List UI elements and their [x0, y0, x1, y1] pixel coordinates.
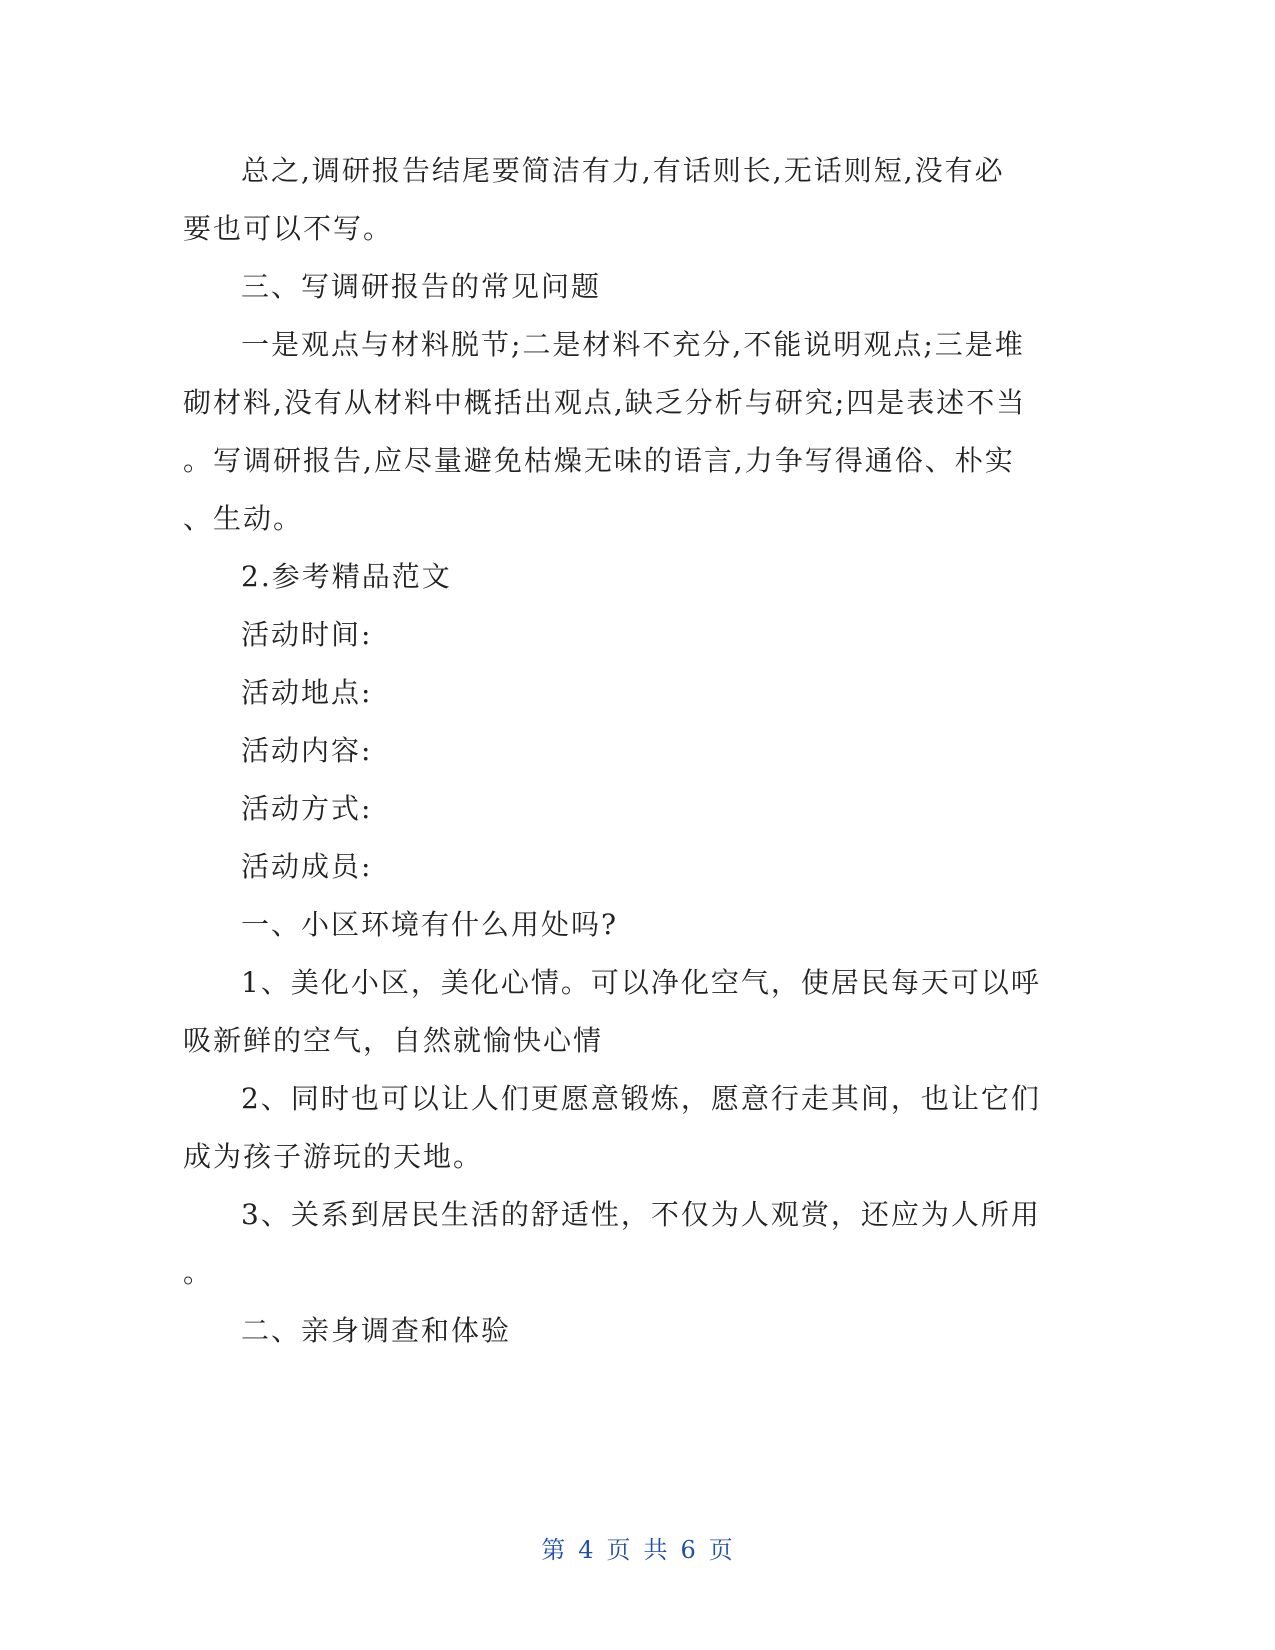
- document-body: [183, 142, 1073, 1360]
- section-heading: 二、亲身调查和体验: [241, 1314, 512, 1347]
- paragraph-line: 。写调研报告,应尽量避免枯燥无味的语言,力争写得通俗、朴实: [183, 444, 1015, 477]
- paragraph-line: 1、美化小区，美化心情。可以净化空气，使居民每天可以呼: [241, 966, 1041, 999]
- paragraph-line: 要也可以不写。: [183, 212, 394, 245]
- paragraph-line: 总之,调研报告结尾要简洁有力,有话则长,无话则短,没有必: [241, 154, 1005, 187]
- section-heading: 2.参考精品范文: [241, 560, 452, 593]
- paragraph-line: 、生动。: [183, 502, 304, 535]
- section-heading: 一、小区环境有什么用处吗?: [241, 908, 619, 941]
- footer-current-page: 4: [578, 1536, 595, 1564]
- footer-prefix: 第: [541, 1536, 567, 1564]
- footer-total-pages: 6: [680, 1536, 697, 1564]
- field-activity-time: 活动时间:: [241, 618, 373, 651]
- paragraph-line: 3、关系到居民生活的舒适性，不仅为人观赏，还应为人所用: [241, 1198, 1041, 1231]
- footer-suffix: 页: [708, 1536, 734, 1564]
- paragraph-line: 砌材料,没有从材料中概括出观点,缺乏分析与研究;四是表述不当: [183, 386, 1027, 419]
- field-activity-method: 活动方式:: [241, 792, 373, 825]
- field-activity-members: 活动成员:: [241, 850, 373, 883]
- field-activity-location: 活动地点:: [241, 676, 373, 709]
- section-heading: 三、写调研报告的常见问题: [241, 270, 602, 303]
- paragraph-line: 吸新鲜的空气，自然就愉快心情: [183, 1024, 604, 1057]
- paragraph-line: 一是观点与材料脱节;二是材料不充分,不能说明观点;三是堆: [241, 328, 1025, 361]
- footer-total-prefix: 共: [643, 1536, 669, 1564]
- paragraph-line: 成为孩子游玩的天地。: [183, 1140, 484, 1173]
- footer-page-word: 页: [606, 1536, 632, 1564]
- paragraph-line: 2、同时也可以让人们更愿意锻炼，愿意行走其间，也让它们: [241, 1082, 1041, 1115]
- field-activity-content: 活动内容:: [241, 734, 373, 767]
- paragraph-line: 。: [183, 1256, 214, 1289]
- page-footer: [0, 1530, 1275, 1565]
